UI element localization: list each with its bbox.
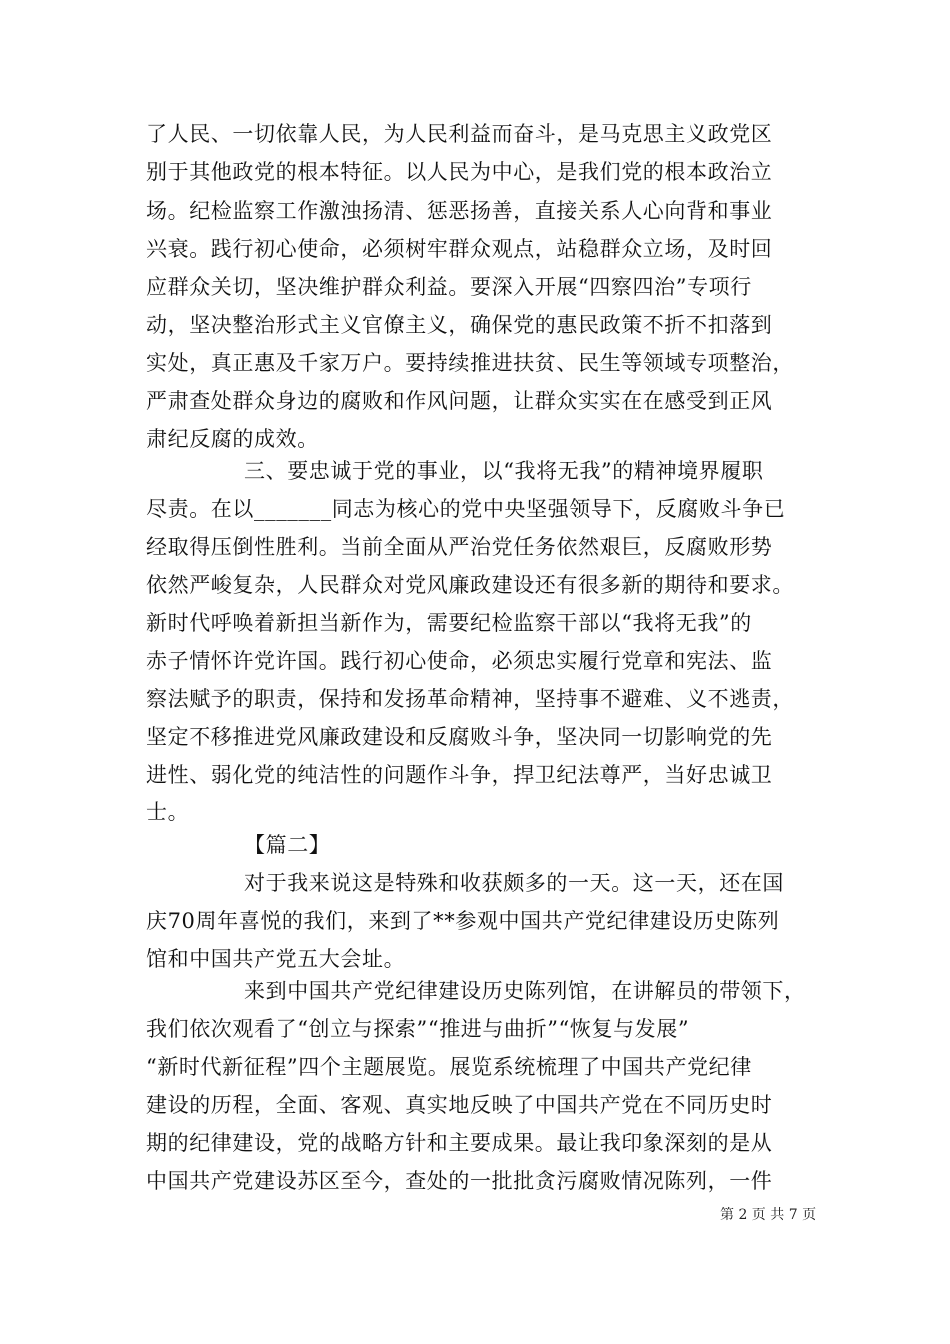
text-line: 期的纪律建设，党的战略方针和主要成果。最让我印象深刻的是从 (146, 1131, 773, 1155)
text-line: 经取得压倒性胜利。当前全面从严治党任务依然艰巨，反腐败形势 (146, 535, 773, 559)
section-title: 【篇二】 (244, 833, 331, 857)
text-line: 士。 (146, 800, 190, 824)
text-line: 进性、弱化党的纯洁性的问题作斗争，捍卫纪法尊严，当好忠诚卫 (146, 763, 773, 787)
text-line: 了人民、一切依靠人民，为人民利益而奋斗，是马克思主义政党区 (146, 122, 773, 146)
text-line: 肃纪反腐的成效。 (146, 427, 319, 451)
text-line: “新时代新征程”四个主题展览。展览系统梳理了中国共产党纪律 (146, 1055, 752, 1079)
text-line: 庆70周年喜悦的我们，来到了**参观中国共产党纪律建设历史陈列 (146, 909, 780, 933)
text-line: 严肃查处群众身边的腐败和作风问题，让群众实实在在感受到正风 (146, 389, 773, 413)
text-line: 赤子情怀许党许国。践行初心使命，必须忠实履行党章和宪法、监 (146, 649, 773, 673)
text-line: 别于其他政党的根本特征。以人民为中心，是我们党的根本政治立 (146, 160, 773, 184)
text-line: 动，坚决整治形式主义官僚主义，确保党的惠民政策不折不扣落到 (146, 313, 773, 337)
page-number-footer: 第 2 页 共 7 页 (720, 1207, 817, 1223)
text-line: 场。纪检监察工作激浊扬清、惩恶扬善，直接关系人心向背和事业 (146, 199, 773, 223)
text-line: 我们依次观看了“创立与探索”“推进与曲折”“恢复与发展” (146, 1017, 690, 1041)
section-heading-line: 三、要忠诚于党的事业，以“我将无我”的精神境界履职 (244, 459, 764, 483)
text-line: 建设的历程，全面、客观、真实地反映了中国共产党在不同历史时 (146, 1093, 773, 1117)
text-line: 察法赋予的职责，保持和发扬革命精神，坚持事不避难、义不逃责， (146, 687, 794, 711)
text-line: 来到中国共产党纪律建设历史陈列馆，在讲解员的带领下， (244, 979, 806, 1003)
text-line: 依然严峻复杂，人民群众对党风廉政建设还有很多新的期待和要求。 (146, 573, 794, 597)
text-line: 坚定不移推进党风廉政建设和反腐败斗争，坚决同一切影响党的先 (146, 725, 773, 749)
text-line: 尽责。在以_______同志为核心的党中央坚强领导下，反腐败斗争已 (146, 497, 786, 521)
text-line: 馆和中国共产党五大会址。 (146, 947, 406, 971)
text-line: 实处，真正惠及千家万户。要持续推进扶贫、民生等领域专项整治， (146, 351, 794, 375)
text-line: 兴衰。践行初心使命，必须树牢群众观点，站稳群众立场，及时回 (146, 237, 773, 261)
text-line: 新时代呼唤着新担当新作为，需要纪检监察干部以“我将无我”的 (146, 611, 752, 635)
text-line: 应群众关切，坚决维护群众利益。要深入开展“四察四治”专项行 (146, 275, 752, 299)
text-line: 中国共产党建设苏区至今，查处的一批批贪污腐败情况陈列，一件 (146, 1169, 773, 1193)
text-line: 对于我来说这是特殊和收获颇多的一天。这一天，还在国 (244, 871, 784, 895)
